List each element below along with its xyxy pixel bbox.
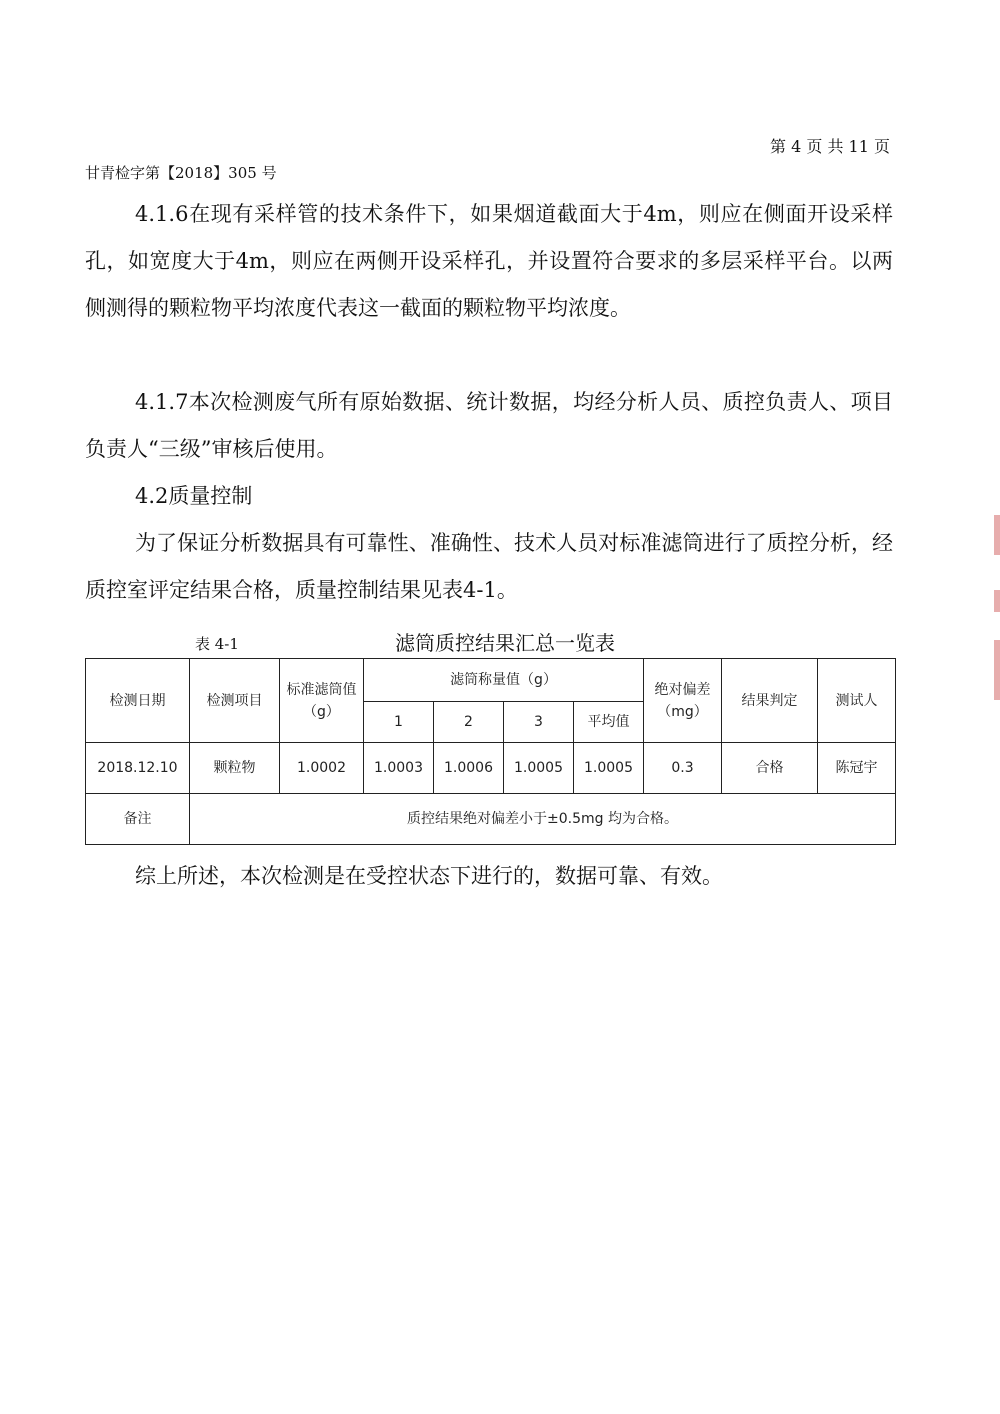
- conclusion-text: 综上所述，本次检测是在受控状态下进行的，数据可靠、有效。: [135, 864, 723, 888]
- cell-weighing-1: 1.0003: [364, 743, 434, 794]
- conclusion: [85, 853, 893, 900]
- header-item: 检测项目: [190, 659, 280, 743]
- header-tester: 测试人: [818, 659, 896, 743]
- header-weighing-group: 滤筒称量值（g）: [364, 659, 644, 702]
- table-row: [86, 743, 896, 794]
- note-text: 质控结果绝对偏差小于±0.5mg 均为合格。: [190, 794, 896, 845]
- paragraph-4-1-6: [85, 191, 893, 332]
- page-number: 第 4 页 共 11 页: [770, 137, 890, 156]
- cell-average: 1.0005: [574, 743, 644, 794]
- cell-date: 2018.12.10: [86, 743, 190, 794]
- qc-results-table: [85, 658, 896, 845]
- cell-result: 合格: [722, 743, 818, 794]
- header-weighing-1: 1: [364, 702, 434, 743]
- header-abs-deviation: 绝对偏差（mg）: [644, 659, 722, 743]
- paragraph-4-1-6-text: 4.1.6在现有采样管的技术条件下，如果烟道截面大于4m，则应在侧面开设采样孔，如宽度大于4m，则应在两侧开设采样孔，并设置符合要求的多层采样平台。以两侧测得的颗粒物平均浓度代表这一截面的颗粒物平均浓度。: [85, 202, 893, 320]
- cell-weighing-2: 1.0006: [434, 743, 504, 794]
- cell-item: 颗粒物: [190, 743, 280, 794]
- header-average: 平均值: [574, 702, 644, 743]
- seal-edge-mark: [994, 590, 1000, 612]
- document-number: 甘青检字第【2018】305 号: [85, 164, 277, 182]
- seal-edge-mark: [994, 515, 1000, 555]
- cell-weighing-3: 1.0005: [504, 743, 574, 794]
- cell-abs-deviation: 0.3: [644, 743, 722, 794]
- header-date: 检测日期: [86, 659, 190, 743]
- header-standard-value: 标准滤筒值（g）: [280, 659, 364, 743]
- header-weighing-2: 2: [434, 702, 504, 743]
- paragraph-4-1-7: [85, 379, 893, 473]
- header-weighing-3: 3: [504, 702, 574, 743]
- header-result: 结果判定: [722, 659, 818, 743]
- section-heading-4-2-text: 4.2质量控制: [135, 484, 253, 508]
- paragraph-4-2: [85, 520, 893, 614]
- cell-standard-value: 1.0002: [280, 743, 364, 794]
- seal-edge-mark: [994, 640, 1000, 700]
- note-row: [86, 794, 896, 845]
- table-label: 表 4-1: [195, 635, 239, 653]
- paragraph-4-2-text: 为了保证分析数据具有可靠性、准确性、技术人员对标准滤筒进行了质控分析，经质控室评定结果合格，质量控制结果见表4-1。: [85, 531, 893, 602]
- paragraph-4-1-7-text: 4.1.7本次检测废气所有原始数据、统计数据，均经分析人员、质控负责人、项目负责人“三级”审核后使用。: [85, 390, 893, 461]
- cell-tester: 陈冠宇: [818, 743, 896, 794]
- note-label: 备注: [86, 794, 190, 845]
- section-heading-4-2: [85, 473, 893, 520]
- table-title: 滤筒质控结果汇总一览表: [395, 631, 615, 655]
